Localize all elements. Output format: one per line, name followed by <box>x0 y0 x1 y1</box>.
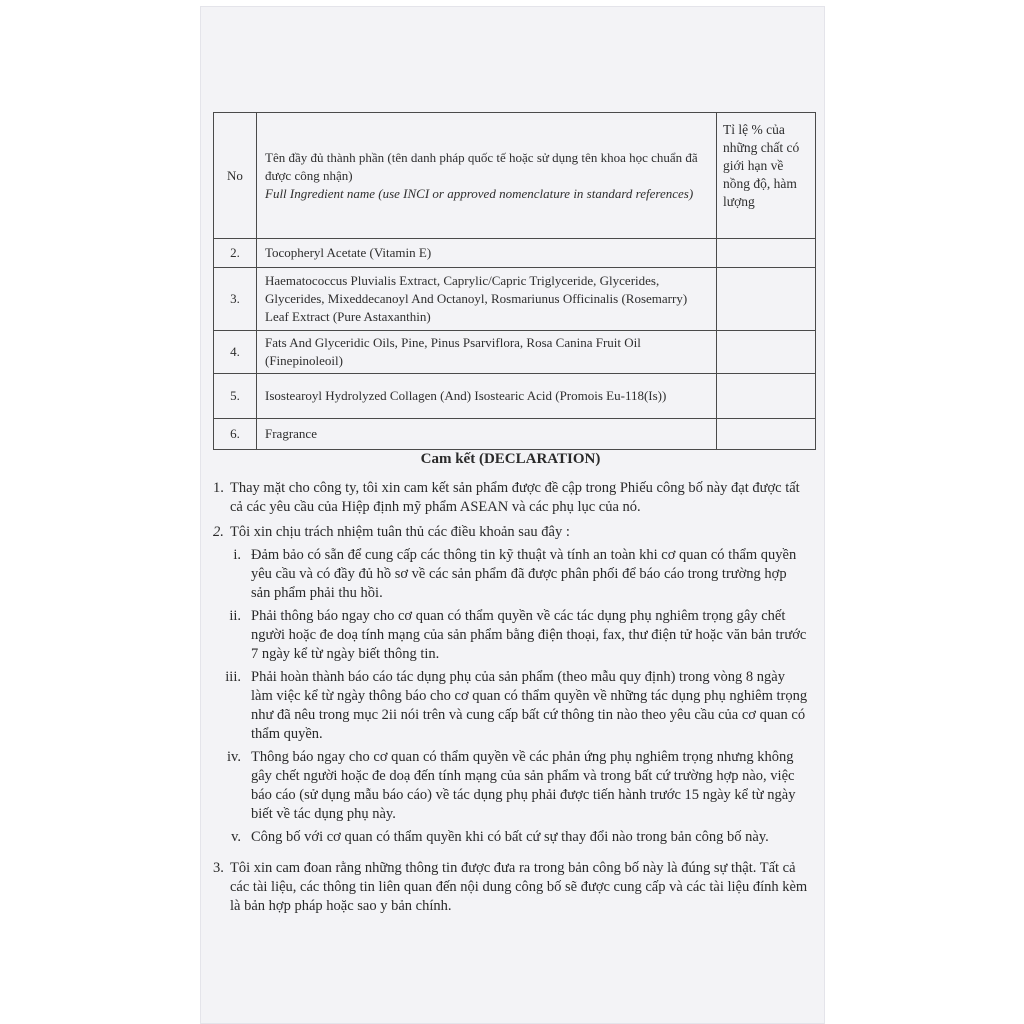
sub-item <box>213 748 808 824</box>
row-number: 4. <box>214 331 257 374</box>
item-number: 1. <box>213 480 224 496</box>
declaration-section <box>213 450 808 916</box>
sub-item-number: iv. <box>227 749 241 765</box>
sub-item-number: iii. <box>225 669 241 685</box>
item-text: Tôi xin chịu trách nhiệm tuân thủ các điều khoản sau đây : <box>230 524 570 540</box>
item-number: 3. <box>213 860 224 876</box>
sub-item <box>213 828 808 847</box>
header-name-vi: Tên đầy đủ thành phần (tên danh pháp quốc tế hoặc sử dụng tên khoa học chuẩn đã được công nhận) <box>265 149 698 183</box>
row-number: 5. <box>214 374 257 419</box>
sub-item-text: Phải thông báo ngay cho cơ quan có thẩm quyền về các tác dụng phụ nghiêm trọng gây chết người hoặc đe doạ tính mạng của sản phẩm bằng điện thoại, fax, thư điện tử hoặc văn bản trước 7 ngày kể từ ngày biết thông tin. <box>251 608 807 662</box>
declaration-item-1 <box>213 479 808 517</box>
declaration-item-2 <box>213 523 808 542</box>
sub-item <box>213 546 808 603</box>
table-row <box>214 239 816 268</box>
row-number: 2. <box>214 239 257 268</box>
table-row <box>214 268 816 331</box>
table-header-row <box>214 113 816 239</box>
sub-item-text: Công bố với cơ quan có thẩm quyền khi có bất cứ sự thay đổi nào trong bản công bố này. <box>251 829 769 845</box>
declaration-item-3 <box>213 859 808 916</box>
table-row <box>214 419 816 450</box>
ingredient-percentage <box>717 374 816 419</box>
ingredient-percentage <box>717 419 816 450</box>
row-number: 6. <box>214 419 257 450</box>
sub-item-number: i. <box>233 547 241 563</box>
sub-item-text: Thông báo ngay cho cơ quan có thẩm quyền về các phản ứng phụ nghiêm trọng nhưng không gây chết người hoặc đe doạ đến tính mạng của sản phẩm và trong bất cứ trường hợp nào, việc báo cáo (sử dụng mẫu báo cáo) về tác dụng phụ phải được tiến hành trước 15 ngày kể từ ngày biết về tác dụng phụ này. <box>251 749 796 822</box>
ingredient-name: Haematococcus Pluvialis Extract, Caprylic/Capric Triglyceride, Glycerides, Glycerides, Mixeddecanoyl And Octanoyl, Rosmariunus Officinalis (Rosemarry) Leaf Extract (Pure Astaxanthin) <box>257 268 717 331</box>
ingredient-table <box>213 112 816 450</box>
row-number: 3. <box>214 268 257 331</box>
sub-item-text: Phải hoàn thành báo cáo tác dụng phụ của sản phẩm (theo mẫu quy định) trong vòng 8 ngày làm việc kể từ ngày thông báo cho cơ quan có thẩm quyền về những tác dụng phụ nghiêm trọng như đã nêu trong mục 2ii nói trên và cung cấp bất cứ thông tin nào theo yêu cầu của cơ quan có thẩm quyền. <box>251 669 808 742</box>
ingredient-percentage <box>717 331 816 374</box>
header-percentage: Tỉ lệ % của những chất có giới hạn về nồng độ, hàm lượng <box>717 113 816 239</box>
item-text: Thay mặt cho công ty, tôi xin cam kết sản phẩm được đề cập trong Phiếu công bố này đạt được tất cả các yêu cầu của Hiệp định mỹ phẩm ASEAN và các phụ lục của nó. <box>230 480 800 515</box>
ingredient-name: Isostearoyl Hydrolyzed Collagen (And) Isostearic Acid (Promois Eu-118(Is)) <box>257 374 717 419</box>
ingredient-name: Fats And Glyceridic Oils, Pine, Pinus Psarviflora, Rosa Canina Fruit Oil (Finepinoleoil) <box>257 331 717 374</box>
ingredient-name: Tocopheryl Acetate (Vitamin E) <box>257 239 717 268</box>
table-row <box>214 374 816 419</box>
sub-item-text: Đảm bảo có sẵn để cung cấp các thông tin kỹ thuật và tính an toàn khi cơ quan có thẩm quyền yêu cầu và có đầy đủ hồ sơ về các sản phẩm đã được phân phối để báo cáo trong trường hợp sản phẩm phải thu hồi. <box>251 547 797 601</box>
sub-item-number: v. <box>231 829 241 845</box>
header-name-en: Full Ingredient name (use INCI or approved nomenclature in standard references) <box>265 185 694 201</box>
sub-item-number: ii. <box>229 608 241 624</box>
table-row <box>214 331 816 374</box>
item-text: Tôi xin cam đoan rằng những thông tin được đưa ra trong bản công bố này là đúng sự thật. Tất cả các tài liệu, các thông tin liên quan đến nội dung công bố sẽ được cung cấp và các tài liệu đính kèm là bản hợp pháp hoặc sao y bản chính. <box>230 860 808 914</box>
ingredient-name: Fragrance <box>257 419 717 450</box>
declaration-title: Cam kết (DECLARATION) <box>420 451 601 467</box>
ingredient-percentage <box>717 268 816 331</box>
header-no: No <box>214 113 257 239</box>
item-number: 2. <box>213 524 224 540</box>
sub-item <box>213 668 808 744</box>
ingredient-percentage <box>717 239 816 268</box>
header-ingredient-name <box>257 113 717 239</box>
sub-item <box>213 607 808 664</box>
